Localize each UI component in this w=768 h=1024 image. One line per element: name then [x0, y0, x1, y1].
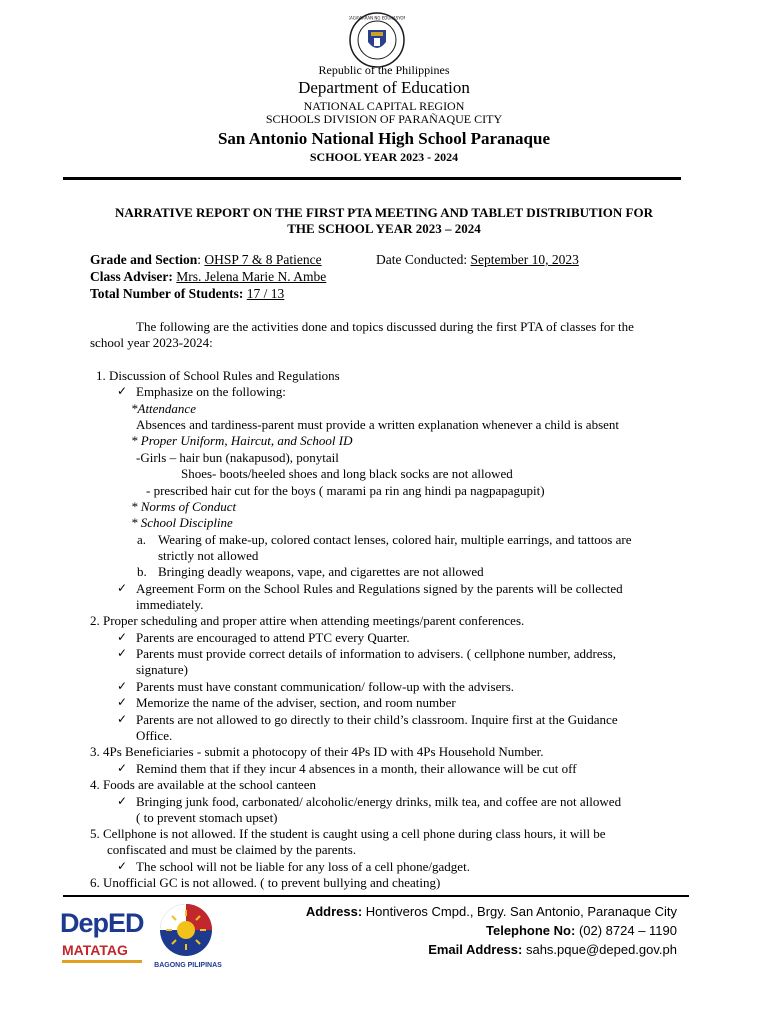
item-2: 2. Proper scheduling and proper attire when attending meetings/parent conferences.: [90, 613, 525, 628]
report-title-line1: NARRATIVE REPORT ON THE FIRST PTA MEETING AND TABLET DISTRIBUTION FOR: [115, 205, 653, 220]
item-3: 3. 4Ps Beneficiaries - submit a photocopy of their 4Ps ID with 4Ps Household Number.: [90, 744, 544, 759]
checkmark-icon: ✓: [117, 695, 128, 709]
report-title: [80, 205, 688, 237]
address-label: Address:: [305, 904, 366, 919]
item-4: 4. Foods are available at the school canteen: [90, 777, 316, 792]
item-1: 1. Discussion of School Rules and Regulations: [96, 368, 340, 383]
phone-value: (02) 8724 – 1190: [578, 923, 677, 938]
item-2-a: Parents are encouraged to attend PTC every Quarter.: [136, 630, 410, 645]
item-2-d: Memorize the name of the adviser, section, and room number: [136, 695, 456, 710]
report-title-line2: THE SCHOOL YEAR 2023 – 2024: [287, 221, 481, 236]
item-1-discipline-a-marker: a.: [137, 532, 147, 547]
date-label: Date Conducted:: [376, 252, 471, 267]
item-1-discipline-b-marker: b.: [137, 564, 147, 579]
checkmark-icon: ✓: [117, 794, 128, 808]
item-1-norms-heading: * Norms of Conduct: [131, 499, 237, 514]
checkmark-icon: ✓: [117, 859, 128, 873]
email-line: [428, 942, 677, 957]
item-1-discipline-heading: * School Discipline: [131, 515, 233, 530]
item-2-b-line1: Parents must provide correct details of information to advisers. ( cellphone number, address,: [136, 646, 616, 661]
bagong-pilipinas-text: BAGONG PILIPINAS: [154, 962, 222, 969]
address-line: [306, 904, 677, 919]
footer-divider: [63, 895, 689, 897]
checkmark-icon: ✓: [117, 646, 128, 660]
adviser-label: Class Adviser:: [90, 269, 177, 284]
item-1-emphasize: Emphasize on the following:: [136, 384, 286, 399]
checkmark-icon: ✓: [117, 761, 128, 775]
intro-line1: The following are the activities done and topics discussed during the first PTA of classes for the: [136, 319, 634, 334]
address-value: Hontiveros Cmpd., Brgy. San Antonio, Paranaque City: [365, 904, 677, 919]
phone-line: [486, 923, 677, 938]
school-name: San Antonio National High School Paranaque: [217, 129, 551, 148]
phone-label: Telephone No:: [486, 923, 579, 938]
grade-label: Grade and Section: [90, 252, 198, 267]
email-label: Email Address:: [428, 942, 526, 957]
item-6: 6. Unofficial GC is not allowed. ( to prevent bullying and cheating): [90, 875, 441, 890]
item-3-a: Remind them that if they incur 4 absences in a month, their allowance will be cut off: [136, 761, 577, 776]
item-2-e-line2: Office.: [136, 728, 173, 743]
item-1-uniform-heading: * Proper Uniform, Haircut, and School ID: [131, 433, 353, 448]
date-row: [376, 252, 579, 268]
deped-seal-logo: [349, 12, 405, 68]
item-1-attendance-text: Absences and tardiness-parent must provide a written explanation whenever a child is absent: [136, 417, 620, 432]
item-1-boys: - prescribed hair cut for the boys ( marami pa rin ang hindi pa nagpapagupit): [146, 483, 545, 498]
deped-matatag-logo: [60, 904, 146, 970]
region-line: NATIONAL CAPITAL REGION: [303, 99, 465, 113]
adviser-row: [90, 269, 326, 285]
students-row: [90, 286, 284, 302]
bagong-pilipinas-logo: [150, 898, 226, 972]
date-value: September 10, 2023: [470, 252, 579, 267]
item-1-discipline-b: Bringing deadly weapons, vape, and cigarettes are not allowed: [158, 564, 484, 579]
matatag-logo-text: MATATAG: [62, 942, 128, 958]
email-value: sahs.pque@deped.gov.ph: [525, 942, 677, 957]
item-2-e-line1: Parents are not allowed to go directly to their child’s classroom. Inquire first at the Guidance: [136, 712, 618, 727]
item-2-b-line2: signature): [136, 662, 188, 677]
item-1-agreement-line1: Agreement Form on the School Rules and Regulations signed by the parents will be collected: [136, 581, 623, 596]
item-4-a-line1: Bringing junk food, carbonated/ alcoholic/energy drinks, milk tea, and coffee are not allowed: [136, 794, 622, 809]
department-line: Department of Education: [298, 78, 470, 97]
seal-text: KAGAWARAN NG EDUKASYON: [349, 15, 405, 21]
item-1-girls: -Girls – hair bun (nakapusod), ponytail: [136, 450, 339, 465]
item-1-attendance-heading: *Attendance: [131, 401, 196, 416]
checkmark-icon: ✓: [117, 679, 128, 693]
item-5-line2: confiscated and must be claimed by the parents.: [107, 842, 357, 857]
students-value: 17 / 13: [246, 286, 285, 301]
item-2-c: Parents must have constant communication/ follow-up with the advisers.: [136, 679, 515, 694]
item-1-agreement-line2: immediately.: [136, 597, 204, 612]
checkmark-icon: ✓: [117, 581, 128, 595]
item-1-shoes: Shoes- boots/heeled shoes and long black socks are not allowed: [181, 466, 513, 481]
checkmark-icon: ✓: [117, 712, 128, 726]
students-label: Total Number of Students:: [90, 286, 247, 301]
adviser-value: Mrs. Jelena Marie N. Ambe: [176, 269, 327, 284]
republic-line: Republic of the Philippines: [318, 63, 450, 77]
division-line: SCHOOLS DIVISION OF PARAÑAQUE CITY: [265, 112, 503, 126]
school-year: SCHOOL YEAR 2023 - 2024: [309, 150, 459, 164]
checkmark-icon: ✓: [117, 630, 128, 644]
item-1-discipline-a-line1: Wearing of make-up, colored contact lenses, colored hair, multiple earrings, and tattoos are: [158, 532, 632, 547]
intro-line2: school year 2023-2024:: [90, 335, 213, 350]
item-5-line1: 5. Cellphone is not allowed. If the student is caught using a cell phone during class hours, it will be: [90, 826, 606, 841]
deped-logo-text: DepED: [60, 908, 144, 938]
item-5-a: The school will not be liable for any loss of a cell phone/gadget.: [136, 859, 470, 874]
grade-value: OHSP 7 & 8 Patience: [204, 252, 322, 267]
item-4-a-line2: ( to prevent stomach upset): [136, 810, 278, 825]
grade-section-row: Grade and Section: OHSP 7 & 8 Patience: [90, 252, 322, 267]
header-divider: [63, 177, 681, 180]
item-1-discipline-a-line2: strictly not allowed: [158, 548, 259, 563]
checkmark-icon: ✓: [117, 384, 128, 398]
